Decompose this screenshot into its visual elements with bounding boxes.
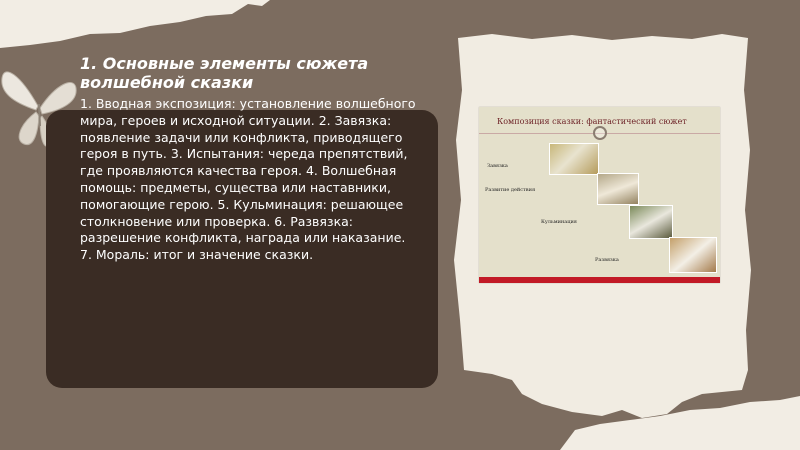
step-label-2: Развитие действия xyxy=(485,187,536,193)
illustration-thumb-2 xyxy=(597,173,639,205)
plot-elements-text: 1. Вводная экспозиция: установление волшебного мира, героев и исходной ситуации. 2. Завязка: появление задачи или конфликта, приводящего героя в путь. 3. Испытания: череда препятствий, где проявляются качества героя. 4. Волшебная помощь: предметы, существа или наставники, помогающие герою. 5. Кульминация: решающее столкновение или проверка. 6. Развязка: разрешение конфликта, награда или наказание. 7. Мораль: итог и значение сказки. xyxy=(80,96,416,263)
illustration-thumb-3 xyxy=(629,205,673,239)
illustration-thumb-4 xyxy=(669,237,717,273)
step-label-3: Кульминация xyxy=(541,219,577,225)
step-label-1: Завязка xyxy=(487,163,508,169)
slide-heading: 1. Основные элементы сюжета волшебной сказки xyxy=(80,54,369,92)
pointer-cursor-icon xyxy=(593,126,607,140)
composition-slide-title: Композиция сказки: фантастический сюжет xyxy=(497,117,687,126)
illustration-thumb-1 xyxy=(549,143,599,175)
slide-accent-bar xyxy=(479,277,720,283)
step-label-4: Развязка xyxy=(595,257,619,263)
